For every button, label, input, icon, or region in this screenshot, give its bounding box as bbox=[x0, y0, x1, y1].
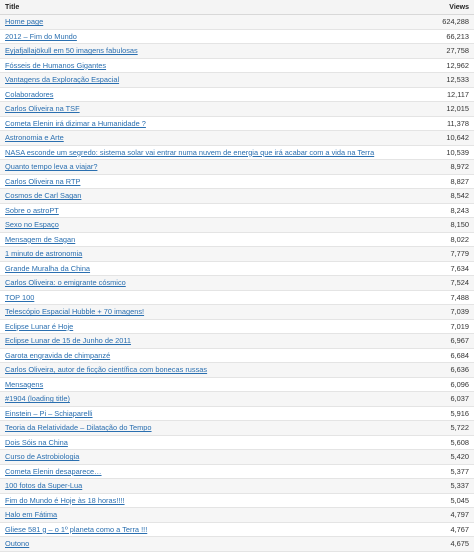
post-title-link[interactable]: Colaboradores bbox=[5, 89, 54, 99]
column-header-views: Views bbox=[414, 0, 474, 15]
post-title-link[interactable]: 100 fotos da Super-Lua bbox=[5, 481, 83, 491]
post-title-link[interactable]: Cosmos de Carl Sagan bbox=[5, 191, 82, 201]
post-views-cell: 8,150 bbox=[414, 218, 474, 233]
post-views-cell: 6,967 bbox=[414, 334, 474, 349]
post-views-cell: 27,758 bbox=[414, 44, 474, 59]
post-title-cell bbox=[0, 319, 414, 334]
post-title-cell bbox=[0, 464, 414, 479]
post-views-cell: 12,962 bbox=[414, 58, 474, 73]
post-title-cell bbox=[0, 189, 414, 204]
post-title-link[interactable]: 1 minuto de astronomia bbox=[5, 249, 83, 259]
post-title-cell bbox=[0, 102, 414, 117]
post-title-link[interactable]: 2012 – Fim do Mundo bbox=[5, 31, 77, 41]
table-row bbox=[0, 290, 474, 305]
table-row bbox=[0, 174, 474, 189]
post-views-cell: 8,972 bbox=[414, 160, 474, 175]
post-title-link[interactable]: Curso de Astrobiologia bbox=[5, 452, 80, 462]
post-title-cell bbox=[0, 392, 414, 407]
post-views-cell: 8,022 bbox=[414, 232, 474, 247]
post-title-link[interactable]: Dois Sóis na China bbox=[5, 437, 68, 447]
table-row bbox=[0, 247, 474, 262]
post-title-link[interactable]: Mensagem de Sagan bbox=[5, 234, 76, 244]
table-row bbox=[0, 29, 474, 44]
post-title-cell bbox=[0, 160, 414, 175]
post-title-cell bbox=[0, 203, 414, 218]
post-title-cell bbox=[0, 290, 414, 305]
table-body bbox=[0, 15, 474, 552]
post-title-cell bbox=[0, 73, 414, 88]
post-title-link[interactable]: Carlos Oliveira na RTP bbox=[5, 176, 81, 186]
post-views-cell: 12,117 bbox=[414, 87, 474, 102]
table-row bbox=[0, 508, 474, 523]
post-views-cell: 5,420 bbox=[414, 450, 474, 465]
post-title-link[interactable]: Garota engravida de chimpanzé bbox=[5, 350, 111, 360]
post-title-link[interactable]: Outono bbox=[5, 539, 30, 549]
post-title-cell bbox=[0, 15, 414, 30]
post-views-cell: 8,827 bbox=[414, 174, 474, 189]
post-title-link[interactable]: NASA esconde um segredo: sistema solar vai entrar numa nuvem de energia que irá acabar com a vida na Terra bbox=[5, 147, 375, 157]
post-views-cell: 4,797 bbox=[414, 508, 474, 523]
table-row bbox=[0, 87, 474, 102]
table-row bbox=[0, 348, 474, 363]
table-row bbox=[0, 493, 474, 508]
table-row bbox=[0, 116, 474, 131]
post-title-link[interactable]: Cometa Elenin desaparece… bbox=[5, 466, 102, 476]
table-row bbox=[0, 479, 474, 494]
post-views-cell: 5,722 bbox=[414, 421, 474, 436]
post-title-cell bbox=[0, 87, 414, 102]
table-row bbox=[0, 319, 474, 334]
table-row bbox=[0, 44, 474, 59]
table-row bbox=[0, 73, 474, 88]
post-title-link[interactable]: Carlos Oliveira na TSF bbox=[5, 104, 80, 114]
post-views-cell: 5,916 bbox=[414, 406, 474, 421]
post-title-cell bbox=[0, 276, 414, 291]
post-title-link[interactable]: Sexo no Espaço bbox=[5, 220, 59, 230]
post-title-link[interactable]: Carlos Oliveira: o emigrante cósmico bbox=[5, 278, 126, 288]
table-row bbox=[0, 160, 474, 175]
post-title-cell bbox=[0, 247, 414, 262]
post-views-cell: 7,039 bbox=[414, 305, 474, 320]
post-title-cell bbox=[0, 406, 414, 421]
table-row bbox=[0, 276, 474, 291]
post-title-link[interactable]: #1904 (loading title) bbox=[5, 394, 70, 404]
post-title-cell bbox=[0, 493, 414, 508]
post-title-cell bbox=[0, 116, 414, 131]
post-views-cell: 11,378 bbox=[414, 116, 474, 131]
post-views-cell: 5,377 bbox=[414, 464, 474, 479]
post-title-cell bbox=[0, 435, 414, 450]
post-views-cell: 10,539 bbox=[414, 145, 474, 160]
post-views-cell: 10,642 bbox=[414, 131, 474, 146]
table-row bbox=[0, 261, 474, 276]
post-title-link[interactable]: Quanto tempo leva a viajar? bbox=[5, 162, 98, 172]
post-views-cell: 8,243 bbox=[414, 203, 474, 218]
post-title-cell bbox=[0, 334, 414, 349]
post-title-link[interactable]: Mensagens bbox=[5, 379, 44, 389]
post-title-cell bbox=[0, 174, 414, 189]
table-row bbox=[0, 406, 474, 421]
post-views-cell: 5,337 bbox=[414, 479, 474, 494]
post-title-link[interactable]: Grande Muralha da China bbox=[5, 263, 91, 273]
post-title-link[interactable]: Cometa Elenin irá dizimar a Humanidade ? bbox=[5, 118, 146, 128]
post-views-cell: 7,634 bbox=[414, 261, 474, 276]
post-title-link[interactable]: Eclipse Lunar de 15 de Junho de 2011 bbox=[5, 336, 132, 346]
table-row bbox=[0, 421, 474, 436]
table-row bbox=[0, 203, 474, 218]
post-title-cell bbox=[0, 29, 414, 44]
post-title-link[interactable]: Astronomia e Arte bbox=[5, 133, 64, 143]
table-row bbox=[0, 15, 474, 30]
post-views-cell: 6,096 bbox=[414, 377, 474, 392]
table-row bbox=[0, 522, 474, 537]
post-views-cell: 624,288 bbox=[414, 15, 474, 30]
post-title-cell bbox=[0, 348, 414, 363]
post-title-link[interactable]: Home page bbox=[5, 17, 44, 27]
post-title-cell bbox=[0, 145, 414, 160]
post-views-cell: 6,037 bbox=[414, 392, 474, 407]
post-title-link[interactable]: Fósseis de Humanos Gigantes bbox=[5, 60, 107, 70]
post-title-link[interactable]: Carlos Oliveira, autor de ficção científica com bonecas russas bbox=[5, 365, 208, 375]
post-title-link[interactable]: Telescópio Espacial Hubble + 70 imagens! bbox=[5, 307, 145, 317]
table-row bbox=[0, 218, 474, 233]
post-views-cell: 4,675 bbox=[414, 537, 474, 552]
post-title-cell bbox=[0, 522, 414, 537]
post-views-cell: 66,213 bbox=[414, 29, 474, 44]
table-row bbox=[0, 392, 474, 407]
post-title-link[interactable]: Sobre o astroPT bbox=[5, 205, 59, 215]
table-header-row bbox=[0, 0, 474, 15]
post-views-cell: 8,542 bbox=[414, 189, 474, 204]
table-row bbox=[0, 363, 474, 378]
table-row bbox=[0, 450, 474, 465]
post-views-cell: 12,533 bbox=[414, 73, 474, 88]
table-row bbox=[0, 305, 474, 320]
post-title-cell bbox=[0, 131, 414, 146]
post-title-cell bbox=[0, 508, 414, 523]
post-title-cell bbox=[0, 421, 414, 436]
table-row bbox=[0, 58, 474, 73]
post-views-cell: 6,684 bbox=[414, 348, 474, 363]
post-views-cell: 7,524 bbox=[414, 276, 474, 291]
post-title-link[interactable]: Halo em Fátima bbox=[5, 510, 58, 520]
post-title-cell bbox=[0, 450, 414, 465]
post-title-cell bbox=[0, 261, 414, 276]
post-views-cell: 7,019 bbox=[414, 319, 474, 334]
post-title-link[interactable]: Eyjafjallajökull em 50 imagens fabulosas bbox=[5, 46, 138, 56]
post-title-link[interactable]: Teoria da Relatividade – Dilatação do Tempo bbox=[5, 423, 152, 433]
post-title-cell bbox=[0, 232, 414, 247]
post-title-cell bbox=[0, 479, 414, 494]
post-title-link[interactable]: Fim do Mundo é Hoje às 18 horas!!!! bbox=[5, 495, 125, 505]
post-title-cell bbox=[0, 218, 414, 233]
table-row bbox=[0, 102, 474, 117]
post-title-cell bbox=[0, 44, 414, 59]
post-title-cell bbox=[0, 58, 414, 73]
post-title-cell bbox=[0, 305, 414, 320]
table-row bbox=[0, 377, 474, 392]
table-row bbox=[0, 464, 474, 479]
post-title-link[interactable]: Einstein – Pi – Schiaparelli bbox=[5, 408, 93, 418]
table-row bbox=[0, 131, 474, 146]
post-title-link[interactable]: TOP 100 bbox=[5, 292, 35, 302]
post-views-cell: 6,636 bbox=[414, 363, 474, 378]
post-title-link[interactable]: Gliese 581 g – o 1º planeta como a Terra !!! bbox=[5, 524, 148, 534]
table-row bbox=[0, 189, 474, 204]
post-views-cell: 5,045 bbox=[414, 493, 474, 508]
post-views-cell: 5,608 bbox=[414, 435, 474, 450]
table-row bbox=[0, 232, 474, 247]
column-header-title: Title bbox=[0, 0, 414, 15]
table-row bbox=[0, 145, 474, 160]
table-row bbox=[0, 435, 474, 450]
post-views-cell: 4,767 bbox=[414, 522, 474, 537]
post-title-cell bbox=[0, 377, 414, 392]
post-views-cell: 12,015 bbox=[414, 102, 474, 117]
post-title-link[interactable]: Eclipse Lunar é Hoje bbox=[5, 321, 74, 331]
post-title-link[interactable]: Vantagens da Exploração Espacial bbox=[5, 75, 120, 85]
post-title-cell bbox=[0, 363, 414, 378]
table-row bbox=[0, 334, 474, 349]
post-views-cell: 7,779 bbox=[414, 247, 474, 262]
post-views-cell: 7,488 bbox=[414, 290, 474, 305]
